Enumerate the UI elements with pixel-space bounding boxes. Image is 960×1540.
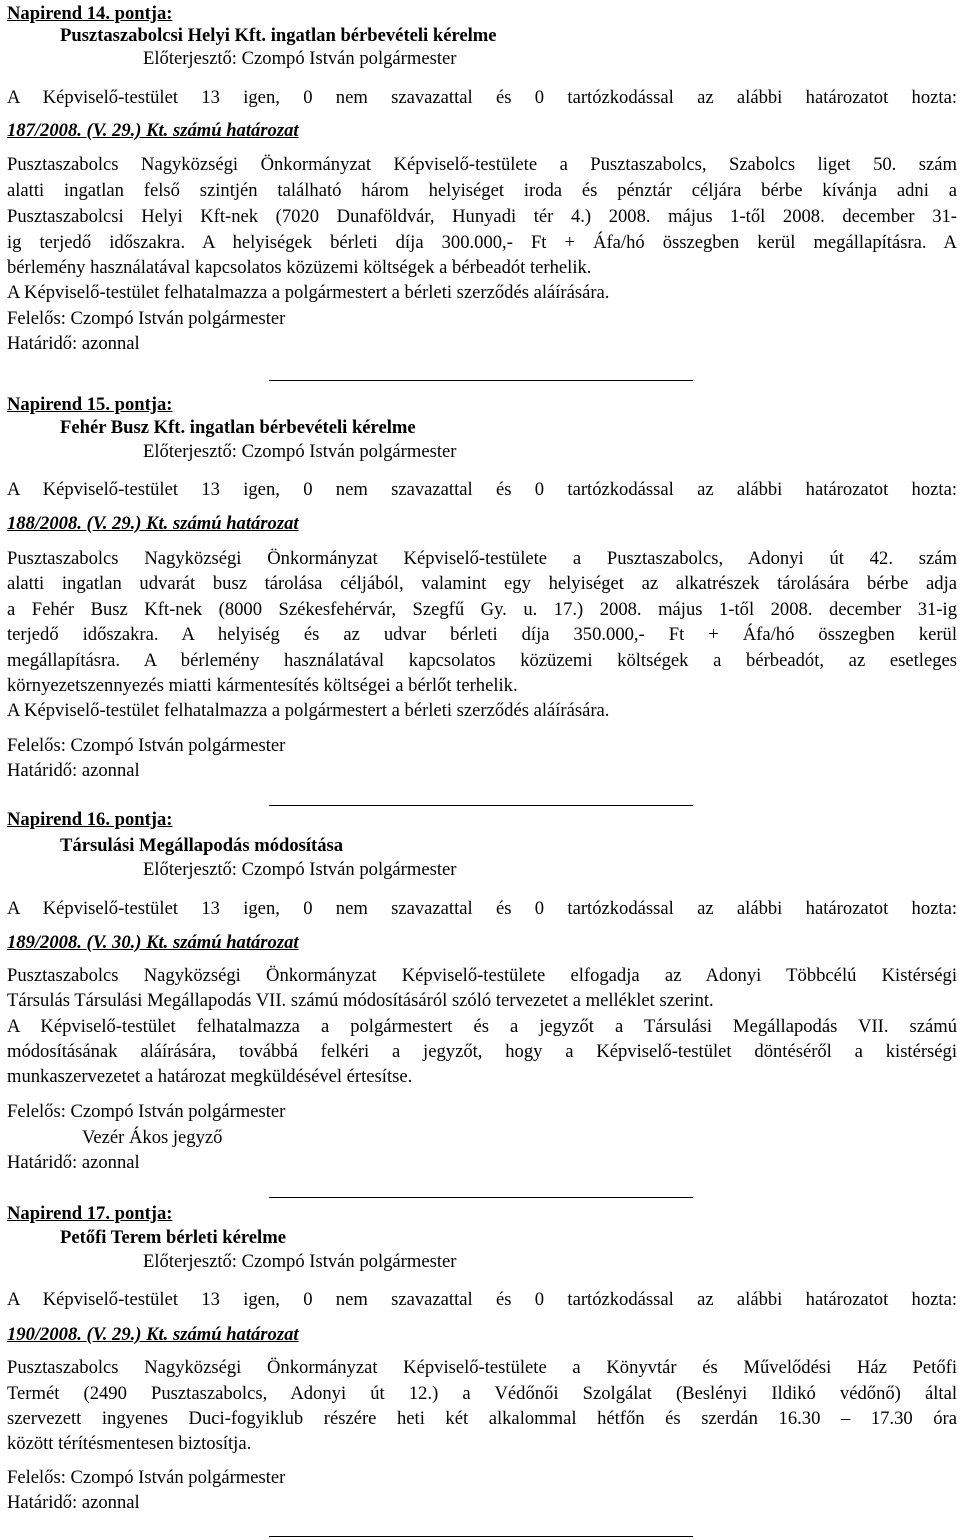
resolution-body-line: ig terjedő időszakra. A helyiségek bérleti díja 300.000,- Ft + Áfa/hó összegben kerül megállapításra. A xyxy=(7,232,957,253)
resolution-body-line: A Képviselő-testület felhatalmazza a polgármestert a bérleti szerződés aláírására. xyxy=(7,700,610,721)
presenter: Előterjesztő: Czompó István polgármester xyxy=(143,48,457,69)
presenter: Előterjesztő: Czompó István polgármester xyxy=(143,859,457,880)
resolution-body-line: között térítésmentesen biztosítja. xyxy=(7,1433,252,1454)
presenter: Előterjesztő: Czompó István polgármester xyxy=(143,441,457,462)
vote-statement: A Képviselő-testület 13 igen, 0 nem szavazattal és 0 tartózkodással az alábbi határozatot hozta: xyxy=(7,1289,957,1310)
resolution-body-line: Pusztaszabolcsi Helyi Kft-nek (7020 Dunaföldvár, Hunyadi tér 4.) 2008. május 1-től 2008. december 31- xyxy=(7,206,957,227)
resolution-body-line: környezetszennyezés miatti kármentesítés költségei a bérlőt terhelik. xyxy=(7,675,518,696)
agenda-heading: Napirend 15. pontja: xyxy=(7,394,173,415)
resolution-body-line: alatti ingatlan felső szintjén található három helyiséget iroda és pénztár céljára bérbe kívánja adni a xyxy=(7,180,957,201)
vote-statement: A Képviselő-testület 13 igen, 0 nem szavazattal és 0 tartózkodással az alábbi határozatot hozta: xyxy=(7,479,957,500)
agenda-title: Fehér Busz Kft. ingatlan bérbevételi kérelme xyxy=(60,417,416,438)
responsible-person: Felelős: Czompó István polgármester xyxy=(7,1467,286,1488)
resolution-body-line: szervezett ingyenes Duci-fogyiklub részére heti két alkalommal hétfőn és szerdán 16.30 – 17.30 óra xyxy=(7,1408,957,1429)
agenda-heading: Napirend 17. pontja: xyxy=(7,1203,173,1224)
responsible-person: Felelős: Czompó István polgármester xyxy=(7,1101,286,1122)
separator-line xyxy=(269,380,693,381)
resolution-body-line: munkaszervezetet a határozat megküldésével értesítse. xyxy=(7,1066,413,1087)
resolution-body-line: bérlemény használatával kapcsolatos közüzemi költségek a bérbeadót terhelik. xyxy=(7,257,592,278)
separator-line xyxy=(269,1536,693,1537)
deadline: Határidő: azonnal xyxy=(7,1152,140,1173)
agenda-title: Pusztaszabolcsi Helyi Kft. ingatlan bérbevételi kérelme xyxy=(60,25,497,46)
responsible-person: Felelős: Czompó István polgármester xyxy=(7,308,286,329)
deadline: Határidő: azonnal xyxy=(7,333,140,354)
vote-statement: A Képviselő-testület 13 igen, 0 nem szavazattal és 0 tartózkodással az alábbi határozatot hozta: xyxy=(7,898,957,919)
resolution-number: 187/2008. (V. 29.) Kt. számú határozat xyxy=(7,120,299,141)
presenter: Előterjesztő: Czompó István polgármester xyxy=(143,1251,457,1272)
co-responsible-person: Vezér Ákos jegyző xyxy=(82,1127,223,1148)
resolution-body-line: Pusztaszabolcs Nagyközségi Önkormányzat Képviselő-testülete a Pusztaszabolcs, Adonyi út 42. szám xyxy=(7,548,957,569)
resolution-number: 190/2008. (V. 29.) Kt. számú határozat xyxy=(7,1324,299,1345)
separator-line xyxy=(269,1197,693,1198)
agenda-heading: Napirend 16. pontja: xyxy=(7,809,173,830)
agenda-title: Petőfi Terem bérleti kérelme xyxy=(60,1227,286,1248)
deadline: Határidő: azonnal xyxy=(7,760,140,781)
resolution-body-line: a Fehér Busz Kft-nek (8000 Székesfehérvár, Szegfű Gy. u. 17.) 2008. május 1-től 2008. december 31-ig xyxy=(7,599,957,620)
resolution-number: 189/2008. (V. 30.) Kt. számú határozat xyxy=(7,932,299,953)
separator-line xyxy=(269,805,693,806)
vote-statement: A Képviselő-testület 13 igen, 0 nem szavazattal és 0 tartózkodással az alábbi határozatot hozta: xyxy=(7,87,957,108)
resolution-body-line: A Képviselő-testület felhatalmazza a polgármestert a bérleti szerződés aláírására. xyxy=(7,282,610,303)
responsible-person: Felelős: Czompó István polgármester xyxy=(7,735,286,756)
resolution-body-line: Pusztaszabolcs Nagyközségi Önkormányzat Képviselő-testülete elfogadja az Adonyi Többcélú Kistérségi xyxy=(7,965,957,986)
resolution-body-line: megállapításra. A bérlemény használatával kapcsolatos közüzemi költségek a bérbeadót, az esetleges xyxy=(7,650,957,671)
agenda-heading: Napirend 14. pontja: xyxy=(7,3,173,24)
resolution-body-line: módosításának aláírására, továbbá felkéri a jegyzőt, hogy a Képviselő-testület döntéséről a kistérségi xyxy=(7,1041,957,1062)
resolution-body-line: Termét (2490 Pusztaszabolcs, Adonyi út 12.) a Védőnői Szolgálat (Beslényi Ildikó védőnő) által xyxy=(7,1383,957,1404)
resolution-body-line: alatti ingatlan udvarát busz tárolása céljából, valamint egy helyiséget az alkatrészek tárolására bérbe adja xyxy=(7,573,957,594)
resolution-body-line: Társulás Társulási Megállapodás VII. számú módosításáról szóló tervezetet a melléklet szerint. xyxy=(7,990,714,1011)
resolution-body-line: A Képviselő-testület felhatalmazza a polgármestert és a jegyzőt a Társulási Megállapodás VII. számú xyxy=(7,1016,957,1037)
deadline: Határidő: azonnal xyxy=(7,1492,140,1513)
agenda-title: Társulási Megállapodás módosítása xyxy=(60,835,344,856)
resolution-body-line: terjedő időszakra. A helyiség és az udvar bérleti díja 350.000,- Ft + Áfa/hó összegben kerül xyxy=(7,624,957,645)
resolution-body-line: Pusztaszabolcs Nagyközségi Önkormányzat Képviselő-testülete a Pusztaszabolcs, Szabolcs liget 50. szám xyxy=(7,154,957,175)
resolution-number: 188/2008. (V. 29.) Kt. számú határozat xyxy=(7,513,299,534)
resolution-body-line: Pusztaszabolcs Nagyközségi Önkormányzat Képviselő-testülete a Könyvtár és Művelődési Ház Petőfi xyxy=(7,1357,957,1378)
